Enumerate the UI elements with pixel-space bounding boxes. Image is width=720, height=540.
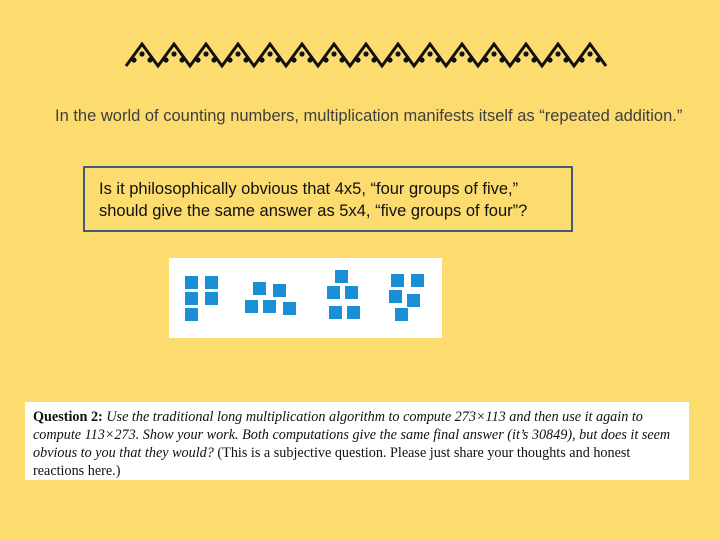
question-2-label: Question 2:	[33, 409, 103, 425]
question-2-italic-text: Use the traditional long multiplication algorithm to compute 273×113 and then use it again to compute 113×273. Show your work. Both computations give the same final answer (it’s 30849), but does it seem obvious to you that they would?	[33, 409, 671, 461]
group-1-square	[205, 292, 218, 305]
question-2-plain-text: (This is a subjective question. Please just share your thoughts and honest reactions here.)	[33, 445, 631, 479]
group-4-square	[395, 308, 408, 321]
groups-illustration	[169, 258, 442, 338]
question-box	[83, 166, 573, 232]
group-4-square	[389, 290, 402, 303]
group-3-square	[345, 286, 358, 299]
group-1-square	[205, 276, 218, 289]
group-2-square	[253, 282, 266, 295]
group-1-square	[185, 276, 198, 289]
question-2-excerpt	[25, 402, 689, 480]
group-4-square	[391, 274, 404, 287]
intro-text: In the world of counting numbers, multiplication manifests itself as “repeated addition.”	[55, 107, 683, 125]
group-1-square	[185, 292, 198, 305]
group-3-square	[329, 306, 342, 319]
group-2-square	[263, 300, 276, 313]
group-3-square	[335, 270, 348, 283]
question-line-2: should give the same answer as 5x4, “five groups of four”?	[99, 202, 528, 220]
group-2-square	[283, 302, 296, 315]
zigzag-dotted-border-icon	[120, 38, 620, 74]
group-4-square	[407, 294, 420, 307]
question-line-1: Is it philosophically obvious that 4x5, “four groups of five,”	[99, 180, 519, 198]
group-2-square	[273, 284, 286, 297]
group-1-square	[185, 308, 198, 321]
group-3-square	[327, 286, 340, 299]
group-4-square	[411, 274, 424, 287]
group-2-square	[245, 300, 258, 313]
group-3-square	[347, 306, 360, 319]
